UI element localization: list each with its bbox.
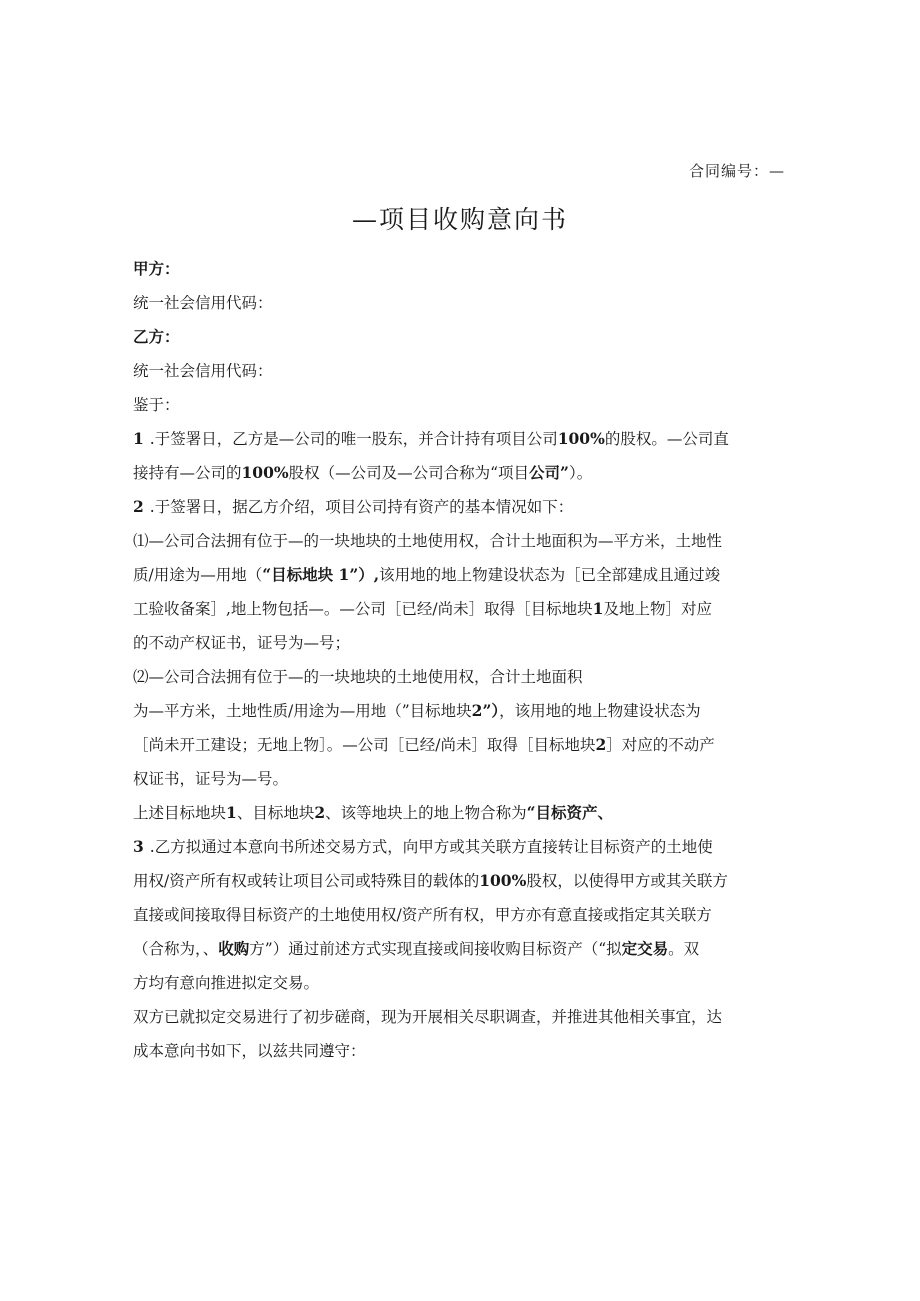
clause-1-line-2: 接持有—公司的100%股权（—公司及—公司合称为“项目公司”）。 (133, 463, 593, 482)
plot-1-line-2: 质/用途为—用地（“目标地块 1”）,该用地的地上物建设状态为［已全部建成且通过竣 (133, 565, 721, 584)
clause-3-line-2: 用权/资产所有权或转让项目公司或特殊目的载体的100%股权，以使得甲方或其关联方 (133, 871, 728, 890)
party-a-credit-code: 统一社会信用代码： (133, 294, 273, 312)
plot-1-line-4: 的不动产权证书，证号为—号； (133, 634, 351, 652)
party-b-credit-code: 统一社会信用代码： (133, 362, 273, 380)
clause-3-number: 3 (133, 837, 144, 856)
plot-2-line-4: 权证书，证号为—号。 (133, 770, 289, 788)
contract-number: 合同编号：— (688, 162, 785, 180)
closing-line-2: 成本意向书如下，以兹共同遵守： (133, 1042, 366, 1060)
clause-3-line-4: （合称为，、收购方”）通过前述方式实现直接或间接收购目标资产（“拟定交易。双 (133, 939, 700, 958)
clause-1-number: 1 (133, 429, 144, 448)
target-assets-summary: 上述目标地块1、目标地块2、该等地块上的地上物合称为“目标资产、 (133, 803, 614, 822)
plot-2-line-3: ［尚未开工建设；无地上物］。—公司［已经/尚未］取得［目标地块2］对应的不动产 (133, 735, 715, 754)
plot-1-line-3: 工验收备案］,地上物包括—。—公司［已经/尚未］取得［目标地块1及地上物］对应 (133, 599, 712, 618)
party-a-label: 甲方： (133, 259, 180, 278)
clause-3-line-5: 方均有意向推进拟定交易。 (133, 974, 320, 992)
clause-2-number: 2 (133, 497, 144, 516)
whereas-label: 鉴于： (133, 396, 180, 414)
plot-1-line-1: ⑴—公司合法拥有位于—的一块地块的土地使用权，合计土地面积为—平方米，土地性 (133, 532, 723, 550)
document-body (133, 252, 793, 1068)
clause-3-line-1: 3 .乙方拟通过本意向书所述交易方式，向甲方或其关联方直接转让目标资产的土地使 (133, 837, 713, 856)
clause-2-line-1: 2 .于签署日，据乙方介绍，项目公司持有资产的基本情况如下： (133, 497, 574, 516)
plot-2-line-1: ⑵—公司合法拥有位于—的一块地块的土地使用权，合计土地面积 (133, 668, 583, 686)
clause-3-line-3: 直接或间接取得目标资产的土地使用权/资产所有权，甲方亦有意直接或指定其关联方 (133, 906, 712, 924)
party-b-label: 乙方： (133, 327, 180, 346)
plot-2-line-2: 为—平方米，土地性质/用途为—用地（”目标地块2”），该用地的地上物建设状态为 (133, 701, 701, 720)
clause-1-line-1: 1 .于签署日，乙方是—公司的唯一股东，并合计持有项目公司100%的股权。—公司直 (133, 429, 729, 448)
document-title: —项目收购意向书 (351, 205, 568, 234)
closing-line-1: 双方已就拟定交易进行了初步磋商，现为开展相关尽职调查，并推进其他相关事宜，达 (133, 1008, 723, 1026)
